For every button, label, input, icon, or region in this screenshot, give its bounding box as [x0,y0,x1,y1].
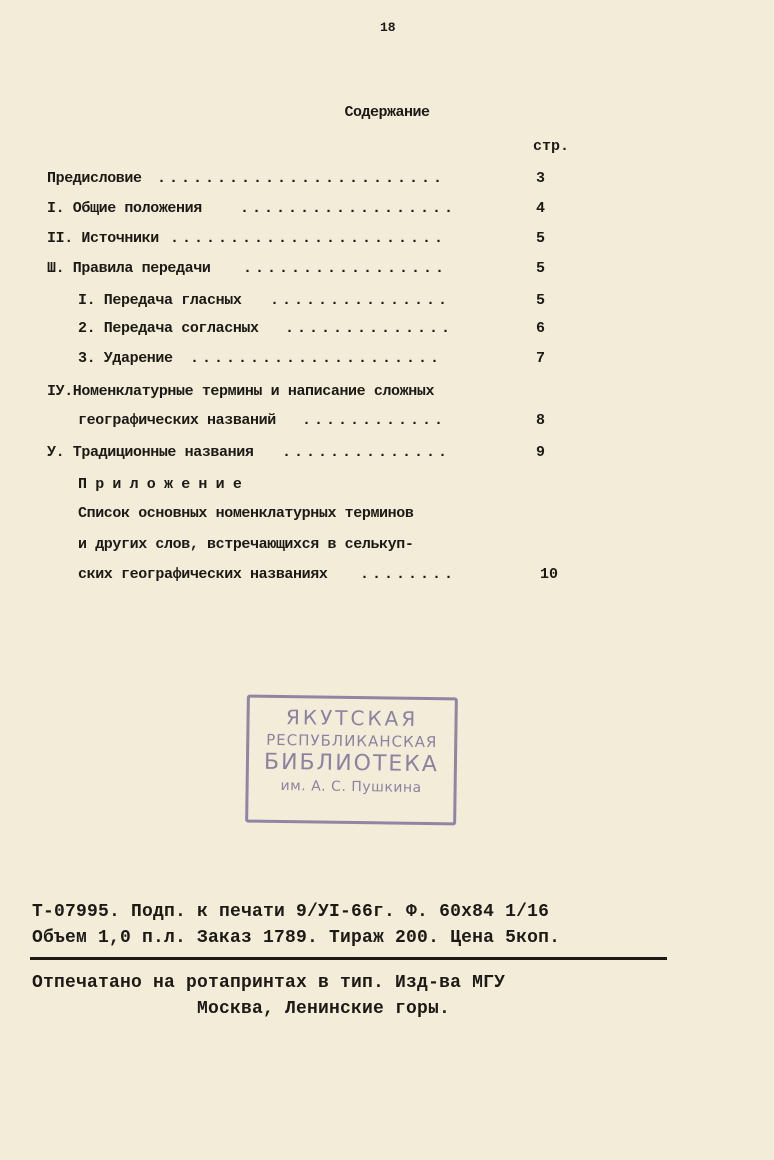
separator-rule [30,957,667,960]
toc-leader-dots: ............ [302,412,447,429]
toc-entry-label: IУ.Номенклатурные термины и написание сложных [47,383,435,400]
toc-entry-page: 9 [536,444,546,461]
toc-leader-dots: ........ [360,566,457,583]
appendix-heading: П р и л о ж е н и е [78,476,242,493]
toc-entry-label: и других слов, встречающихся в селькуп- [78,536,414,553]
stamp-line: ЯКУТСКАЯ [285,705,419,731]
toc-entry-page: 3 [536,170,546,187]
toc-leader-dots: ................. [243,260,448,277]
toc-leader-dots: .................. [240,200,457,217]
toc-leader-dots: ........................ [157,170,446,187]
toc-entry-label: Список основных номенклатурных терминов [78,505,414,522]
toc-entry-label: географических названий [78,412,276,429]
toc-leader-dots: .............. [282,444,451,461]
toc-entry-page: 7 [536,350,546,367]
page-number: 18 [380,20,396,35]
imprint-line: Отпечатано на ротапринтах в тип. Изд-ва МГУ [32,973,506,993]
stamp-line: им. А. С. Пушкина [280,777,422,796]
imprint-line: Москва, Ленинские горы. [197,999,451,1019]
toc-leader-dots: ....................... [170,230,447,247]
stamp-line: БИБЛИОТЕКА [263,749,440,777]
stamp-line: РЕСПУБЛИКАНСКАЯ [266,730,438,752]
toc-entry-page: 5 [536,292,546,309]
toc-entry-label: Предисловие [47,170,142,187]
library-stamp [245,695,458,826]
page-column-label: стр. [533,138,570,155]
toc-entry-page: 4 [536,200,546,217]
toc-entry-label: ских географических названиях [78,566,328,583]
toc-entry-page: 8 [536,412,546,429]
toc-entry-page: 5 [536,230,546,247]
toc-entry-page: 6 [536,320,546,337]
toc-entry-label: Ш. Правила передачи [47,260,211,277]
toc-entry-label: 2. Передача согласных [78,320,259,337]
toc-leader-dots: .............. [285,320,454,337]
toc-entry-label: I. Передача гласных [78,292,242,309]
toc-entry-label: 3. Ударение [78,350,173,367]
toc-entry-page: 10 [540,566,559,583]
toc-leader-dots: ............... [270,292,451,309]
toc-entry-label: I. Общие положения [47,200,202,217]
toc-entry-page: 5 [536,260,546,277]
imprint-line: Т-07995. Подп. к печати 9/УI-66г. Ф. 60х84 1/16 [32,902,550,922]
toc-leader-dots: ..................... [190,350,443,367]
toc-entry-label: У. Традиционные названия [47,444,254,461]
page-title: Содержание [344,104,430,121]
imprint-line: Объем 1,0 п.л. Заказ 1789. Тираж 200. Цена 5коп. [32,928,561,948]
toc-entry-label: II. Источники [47,230,159,247]
